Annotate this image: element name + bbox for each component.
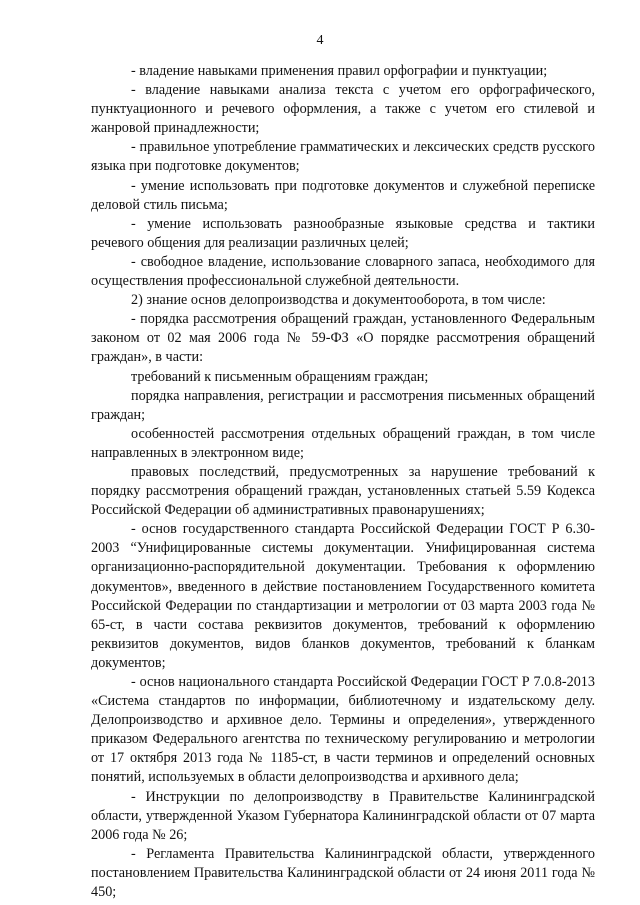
- paragraph-citizen-appeals-law: - порядка рассмотрения обращений граждан, установленного Федеральным законом от 02 мая 2006 года № 59-ФЗ «О порядке рассмотрения обращений граждан», в части:: [91, 311, 595, 366]
- paragraph-gost-7-0-8: - основ национального стандарта Российской Федерации ГОСТ Р 7.0.8-2013 «Система стандартов по информации, библиотечному и издательскому делу. Делопроизводство и архивное дело. Термины и определения», утвержденного приказом Федерального агентства по техническому регулированию и метрологии от 17 октября 2013 года № 1185-ст, в части терминов и определений основных понятий, используемых в области делопроизводства и архивного дела;: [91, 674, 595, 786]
- paragraph-business-style: - умение использовать при подготовке документов и служебной переписке деловой стиль письма;: [91, 177, 595, 213]
- paragraph-electronic-appeals: особенностей рассмотрения отдельных обращений граждан, в том числе направленных в электронном виде;: [91, 425, 595, 461]
- paragraph-gost-6-30: - основ государственного стандарта Российской Федерации ГОСТ Р 6.30-2003 “Унифицированные системы документации. Унифицированная система организационно-распорядительной документации. Требования к оформлению документов», введенного в действие постановлением Государственного комитета Российской Федерации по стандартизации и метрологии от 03 марта 2003 года № 65-ст, в части состава реквизитов документов, требований к оформлению реквизитов документов, видов бланков документов, требований к бланкам документов;: [91, 521, 595, 671]
- page-number: 4: [316, 33, 324, 48]
- paragraph-appeal-registration: порядка направления, регистрации и рассмотрения письменных обращений граждан;: [91, 387, 595, 423]
- paragraph-grammar-usage: - правильное употребление грамматических и лексических средств русского языка при подготовке документов;: [91, 139, 595, 175]
- paragraph-records-management: 2) знание основ делопроизводства и документооборота, в том числе:: [131, 292, 546, 309]
- paragraph-spelling-skills: - владение навыками применения правил орфографии и пунктуации;: [131, 63, 548, 79]
- paragraph-legal-consequences: правовых последствий, предусмотренных за нарушение требований к порядку рассмотрения обращений граждан, установленных статьей 5.59 Кодекса Российской Федерации об административных правонарушениях;: [91, 463, 595, 519]
- document-body: [91, 62, 595, 902]
- paragraph-text-analysis: - владение навыками анализа текста с учетом его орфографического, пунктуационного и речевого оформления, а также с учетом его стилевой и жанровой принадлежности;: [91, 82, 595, 137]
- paragraph-written-appeal-requirements: требований к письменным обращениям граждан;: [131, 368, 429, 385]
- paragraph-records-instruction: - Инструкции по делопроизводству в Правительстве Калининградской области, утвержденной Указом Губернатора Калининградской области от 07 марта 2006 года № 26;: [91, 788, 595, 843]
- paragraph-language-means: - умение использовать разнообразные языковые средства и тактики речевого общения для реализации различных целей;: [91, 215, 595, 251]
- paragraph-government-regulation: - Регламента Правительства Калининградской области, утвержденного постановлением Правительства Калининградской области от 24 июня 2011 года № 450;: [91, 845, 595, 901]
- paragraph-vocabulary: - свободное владение, использование словарного запаса, необходимого для осуществления профессиональной служебной деятельности.: [91, 253, 595, 290]
